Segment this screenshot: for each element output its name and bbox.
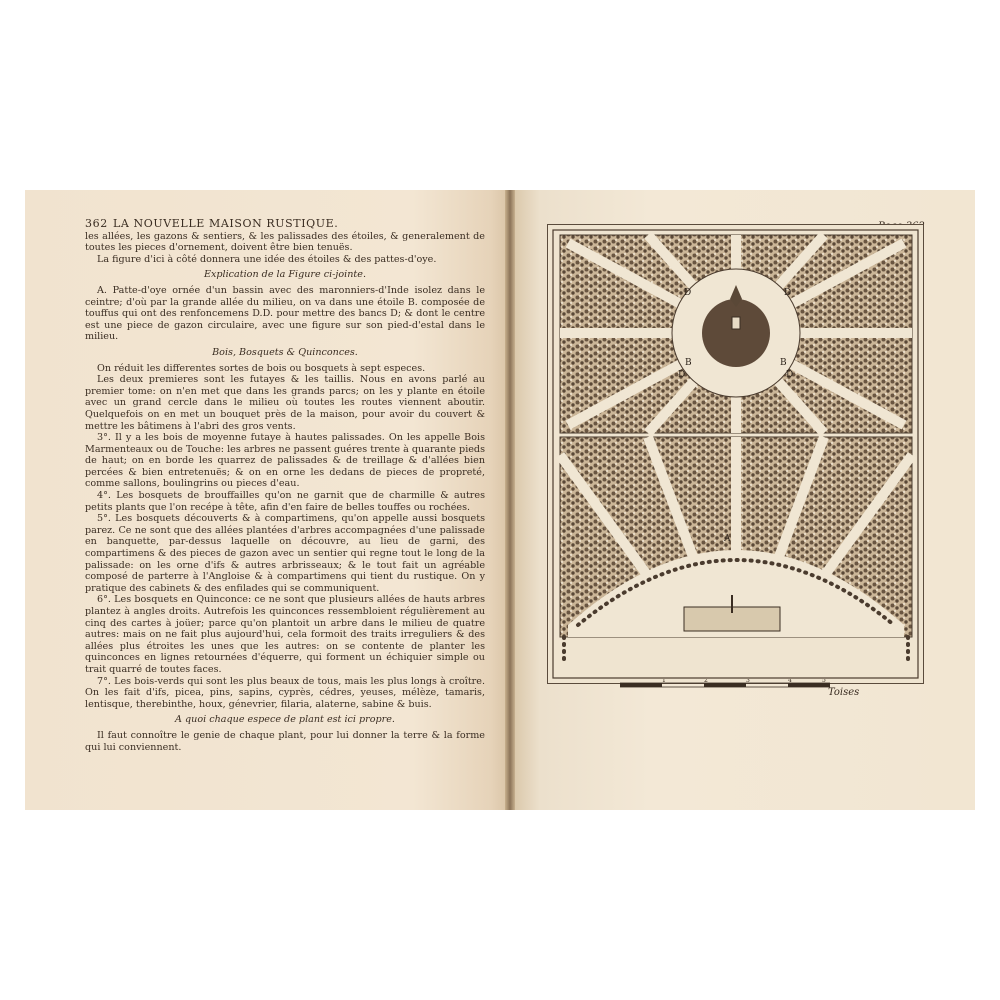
paragraph: A. Patte-d'oye ornée d'un bassin avec des maronniers-d'Inde isolez dans le ceintre; d'où par la grande allée du milieu, on va dans une étoile B. composée de touffus qui ont des renfoncemens D.D. pour mettre des bancs D; & dont le centre est une piece de gazon circulaire, avec une figure sur son pied-d'estal dans le milieu. — [85, 284, 485, 343]
scale-tick-label: 2 — [704, 679, 708, 684]
running-title: LA NOUVELLE MAISON RUSTIQUE. — [113, 217, 339, 230]
scale-tick-label: 1 — [662, 679, 666, 684]
paragraph: Il faut connoître le genie de chaque plant, pour lui donner la terre & la forme qui lui conviennent. — [85, 729, 485, 753]
letter-d-top-left: D — [684, 288, 692, 298]
paragraph: les allées, les gazons & sentiers, & les palissades des étoiles, & generalement de toutes les pieces d'ornement, doivent être bien tenuës. — [85, 230, 485, 254]
scale-unit-label: Toises — [828, 687, 860, 698]
letter-b-left: B — [685, 358, 692, 368]
paragraph: On réduit les differentes sortes de bois ou bosquets à sept especes. — [97, 362, 426, 374]
scale-tick-label: 3 — [746, 679, 750, 684]
paragraph: La figure d'ici à côté donnera une idée des étoiles & des pattes-d'oye. — [97, 253, 437, 265]
paragraph: 6°. Les bosquets en Quinconce: ce ne sont que plusieurs allées de hauts arbres plantez à angles droits. Autrefois les quinconces ressembloient régulièrement au cinq des cartes à joüer; parce qu'on plantoit un arbre dans le milieu de quatre autres: mais on ne fait plus aujourd'hui, cela formoit des traits irreguliers & des allées plus étroites les unes que les autres: on se contente de planter les quinconces en lignes retournées d'équerre, qui forment un échiquier simple ou trait quarré de toutes faces. — [85, 594, 485, 675]
star-section — [560, 235, 912, 433]
scale-tick-label: 5 — [822, 679, 826, 684]
patte-doye-section — [560, 437, 912, 665]
paragraph: Les deux premieres sont les futayes & les taillis. Nous en avons parlé au premier tome: on n'en met que dans les grands parcs; on les y plante en étoile avec un grand cercle dans le milieu où toutes les routes viennent aboutir. Quelquefois on en met un bouquet près de la maison, pour avoir du couvert & mettre les bâtimens à l'abri des gros vents. — [85, 374, 485, 432]
garden-plan-plate — [547, 224, 924, 684]
paragraph: 5°. Les bosquets découverts & à compartimens, qu'on appelle aussi bosquets parez. Ce ne sont que des allées plantées d'arbres accompagnées d'une palissade en banquette, par-dessus laquelle on découvre, au lieu de garni, des compartimens & des pieces de gazon avec un sentier qui regne tout le long de la palissade: on les orne d'ifs & autres arbrisseaux; & le tout fait un agréable composé de parterre à l'Angloise & à compartimens qui tient du rustique. On y pratique des cabinets & des enfilades qui se communiquent. — [85, 513, 485, 594]
letter-b-right: B — [780, 358, 787, 368]
scale-tick-label: 4 — [788, 679, 792, 684]
section-heading: A quoi chaque espece de plant est ici propre. — [175, 714, 395, 726]
central-lawn — [702, 299, 770, 367]
garden-plan-engraving — [548, 225, 923, 683]
letter-d-bottom-right: D — [786, 370, 794, 380]
letter-d-bottom-left: D — [678, 370, 686, 380]
letter-a: A — [724, 534, 731, 544]
book-gutter — [505, 190, 515, 810]
scale-bar — [620, 679, 830, 691]
page-number: 362 — [85, 217, 108, 230]
running-header — [85, 218, 485, 230]
paragraph: 3°. Il y a les bois de moyenne futaye à hautes palissades. On les appelle Bois Marmenteaux ou de Touche: les arbres ne passent guéres trente à quarante pieds de haut; on en borde les quarrez de palissades & de treillage & d'allées bien percées & bien entretenuës; & on en orne les dedans de pieces de propreté, comme sallons, boulingrins ou pieces d'eau. — [85, 432, 485, 490]
paragraph: 4°. Les bosquets de brouffailles qu'on ne garnit que de charmille & autres petits plants que l'on recépe à tête, afin d'en faire de belles touffes ou rochées. — [85, 490, 485, 513]
left-page-text — [85, 218, 485, 753]
section-heading: Explication de la Figure ci-jointe. — [203, 269, 367, 281]
letter-d-top-right: D — [784, 288, 792, 298]
section-heading: Bois, Bosquets & Quinconces. — [212, 346, 358, 358]
paragraph: 7°. Les bois-verds qui sont les plus beaux de tous, mais les plus longs à croître. On les fait d'ifs, picea, pins, sapins, cyprès, cédres, yeuses, mélèze, tamaris, lentisque, therebinthe, houx, génevrier, filaria, alaterne, sabine & buis. — [85, 675, 485, 710]
statue-pedestal — [732, 317, 740, 329]
